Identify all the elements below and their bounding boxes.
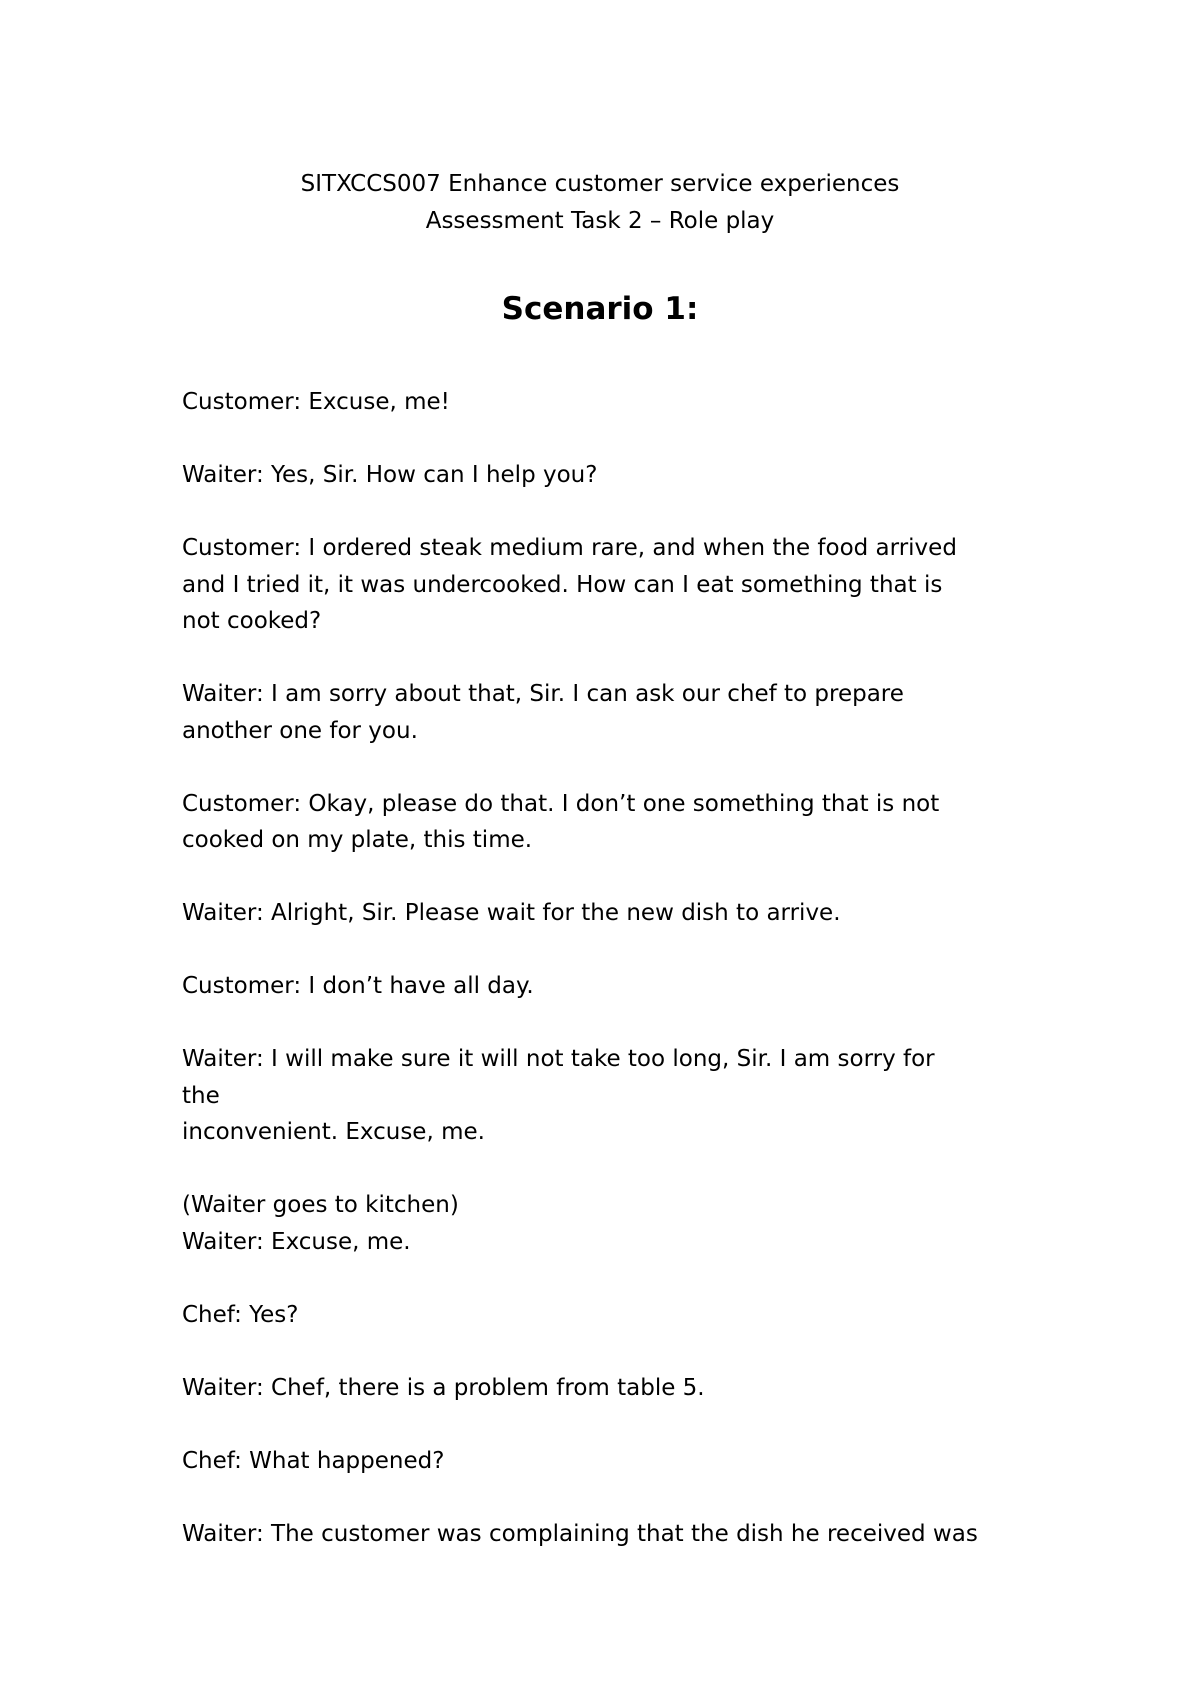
course-title: SITXCCS007 Enhance customer service experiences — [300, 171, 900, 197]
dialogue-line: Customer: Excuse, me! — [182, 389, 450, 415]
dialogue-paragraph — [182, 1297, 1042, 1334]
dialogue-line: Waiter: Chef, there is a problem from table 5. — [182, 1374, 705, 1401]
dialogue-line: Waiter: The customer was complaining that the dish he received was — [182, 1520, 978, 1547]
dialogue-line: Customer: I don’t have all day. — [182, 973, 534, 999]
dialogue-paragraph — [182, 1443, 1042, 1480]
scenario-heading: Scenario 1: — [501, 291, 699, 327]
dialogue-body — [182, 384, 1042, 1589]
dialogue-paragraph — [182, 895, 1042, 932]
dialogue-paragraph — [182, 1370, 1042, 1407]
dialogue-paragraph — [182, 457, 1042, 494]
dialogue-line: Customer: I ordered steak medium rare, and when the food arrived — [182, 535, 957, 561]
dialogue-line: not cooked? — [182, 608, 322, 634]
dialogue-line: Chef: What happened? — [182, 1447, 445, 1474]
document-header — [0, 166, 1200, 239]
dialogue-paragraph — [182, 1041, 1042, 1151]
dialogue-line: Waiter: Yes, Sir. How can I help you? — [182, 462, 598, 488]
dialogue-line: Waiter: I am sorry about that, Sir. I can ask our chef to prepare — [182, 681, 904, 707]
dialogue-paragraph — [182, 786, 1042, 859]
dialogue-paragraph — [182, 384, 1042, 421]
assessment-title: Assessment Task 2 – Role play — [425, 207, 775, 234]
dialogue-line: and I tried it, it was undercooked. How can I eat something that is — [182, 571, 943, 598]
dialogue-line: inconvenient. Excuse, me. — [182, 1119, 485, 1145]
dialogue-line: (Waiter goes to kitchen) — [182, 1192, 459, 1218]
dialogue-paragraph — [182, 968, 1042, 1005]
dialogue-line: another one for you. — [182, 717, 418, 744]
dialogue-line: Chef: Yes? — [182, 1301, 299, 1328]
dialogue-line: the — [182, 1082, 220, 1109]
dialogue-paragraph — [182, 676, 1042, 749]
dialogue-paragraph — [182, 1516, 1042, 1553]
dialogue-line: cooked on my plate, this time. — [182, 827, 533, 853]
dialogue-line: Waiter: I will make sure it will not take too long, Sir. I am sorry for — [182, 1046, 935, 1072]
dialogue-line: Waiter: Excuse, me. — [182, 1228, 411, 1255]
dialogue-paragraph — [182, 1187, 1042, 1260]
dialogue-line: Waiter: Alright, Sir. Please wait for the new dish to arrive. — [182, 900, 841, 926]
dialogue-paragraph — [182, 530, 1042, 640]
dialogue-line: Customer: Okay, please do that. I don’t one something that is not — [182, 790, 940, 817]
